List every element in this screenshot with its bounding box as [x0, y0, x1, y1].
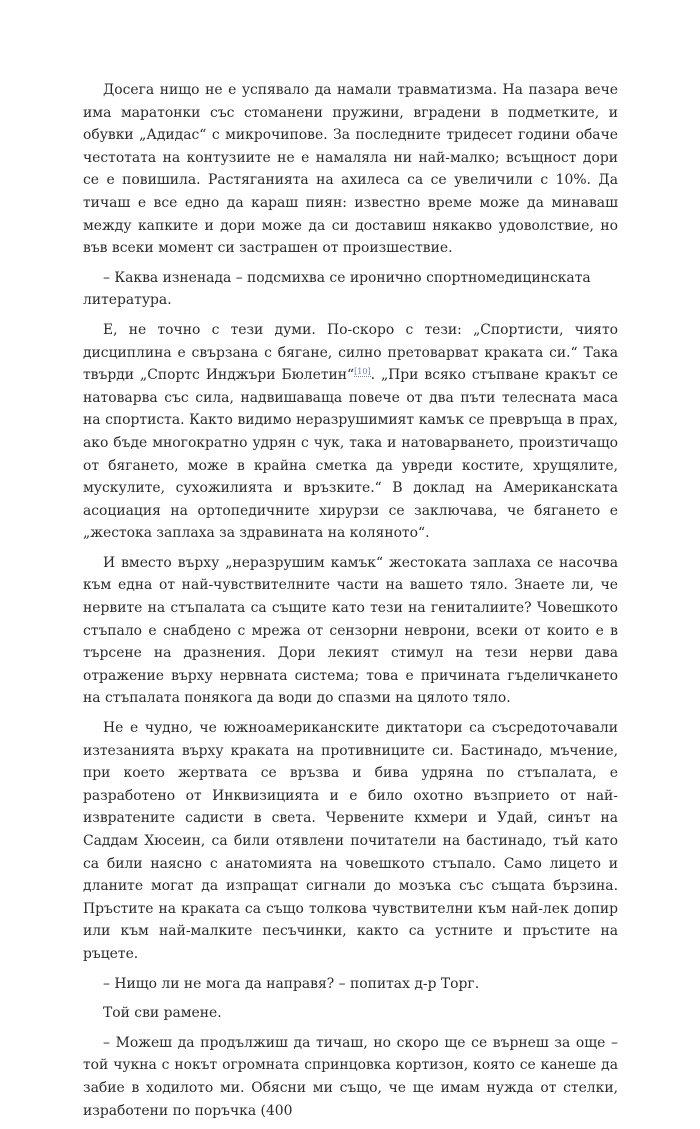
paragraph-injury-intro: Досега нищо не е успявало да намали травматизма. На пазара вече има маратонки със стоманени пружини, вградени в подметките, и обувки „Адидас“ с микрочипове. За последните тридесет години обаче честотата на контузиите не е намаляла ни най-малко; всъщност дори се е повишила. Растяганията на ахилеса са се увеличили с 10%. Да тичаш е все едно да караш пиян: известно време може да минаваш между капките и дори може да си доставиш някакво удоволствие, но във всеки момент си застрашен от произшествие.: [83, 82, 618, 257]
footnote-link[interactable]: [10]: [354, 366, 371, 376]
paragraph-text-part-a: Е, не точно с тези думи. По-скоро с тези: „Спортисти, чиято дисциплина е свързана с бягане, силно претоварват краката си.“ Така твърди „Спортс Инджъри Бюлетин“: [83, 321, 618, 384]
paragraph-cortisone: – Можеш да продължиш да тичаш, но скоро ще се върнеш за още – той чукна с нокът огромната спринцовка кортизон, която се канеше да забие в ходилото ми. Обясни ми също, че ще имам нужда от стелки, изработени по поръчка (400: [83, 1034, 618, 1119]
paragraph-dialogue-surprise: – Каква изненада – подсмихва се иронично спортномедицинската литература.: [83, 269, 591, 309]
paragraph-bastinado: Не е чудно, че южноамериканските диктатори са съсредоточавали изтезанията върху краката на противниците си. Бастинадо, мъчение, при което жертвата се връзва и бива удряна по стъпалата, е разработено от Инквизицията и е било охотно възприето от най-извратените садисти в света. Червените кхмери и Удай, синът на Саддам Хюсеин, са били отявлени почитатели на бастинадо, тъй като са били наясно с анатомията на човешкото стъпало. Само лицето и дланите могат да изпращат сигнали до мозъка със същата бързина. Пръстите на краката са също толкова чувствителни към най-лек допир или към най-малките песъчинки, както са устните и пръстите на ръцете.: [83, 720, 618, 962]
paragraph-dialogue-question: – Нищо ли не мога да направя? – попитах д-р Торг.: [103, 975, 480, 992]
paragraph-text-part-b: . „При всяко стъпване кракът се натоварва със сила, надвишаваща повече от два пъти телесната маса на спортиста. Както видимо неразрушимият камък се превръща в прах, ако бъде многократно удрян с чук, така и натоварването, произтичащо от бягането, може в крайна сметка да увреди костите, хрущялите, мускулите, сухожилията и връзките.“ В доклад на Американската асоциация на ортопедичните хирурзи се заключава, че бягането е „жестока заплаха за здравината на коляното“.: [83, 367, 618, 542]
paragraph-shrug: Той сви рамене.: [103, 1005, 222, 1022]
paragraph-foot-nerves: И вместо върху „неразрушим камък“ жестоката заплаха се насочва към една от най-чувствителните части на вашето тяло. Знаете ли, че нервите на стъпалата са същите като тези на гениталиите? Човешкото стъпало е снабдено с мрежа от сензорни неврони, всеки от които е в търсене на дразнения. Дори лекият стимул на тези нерви дава отражение върху нервната система; това е причината гъделичкането на стъпалата понякога да води до спазми на цялото тяло.: [83, 554, 618, 707]
document-page: [83, 79, 618, 1129]
paragraph-sports-injury-bulletin: [83, 319, 618, 545]
